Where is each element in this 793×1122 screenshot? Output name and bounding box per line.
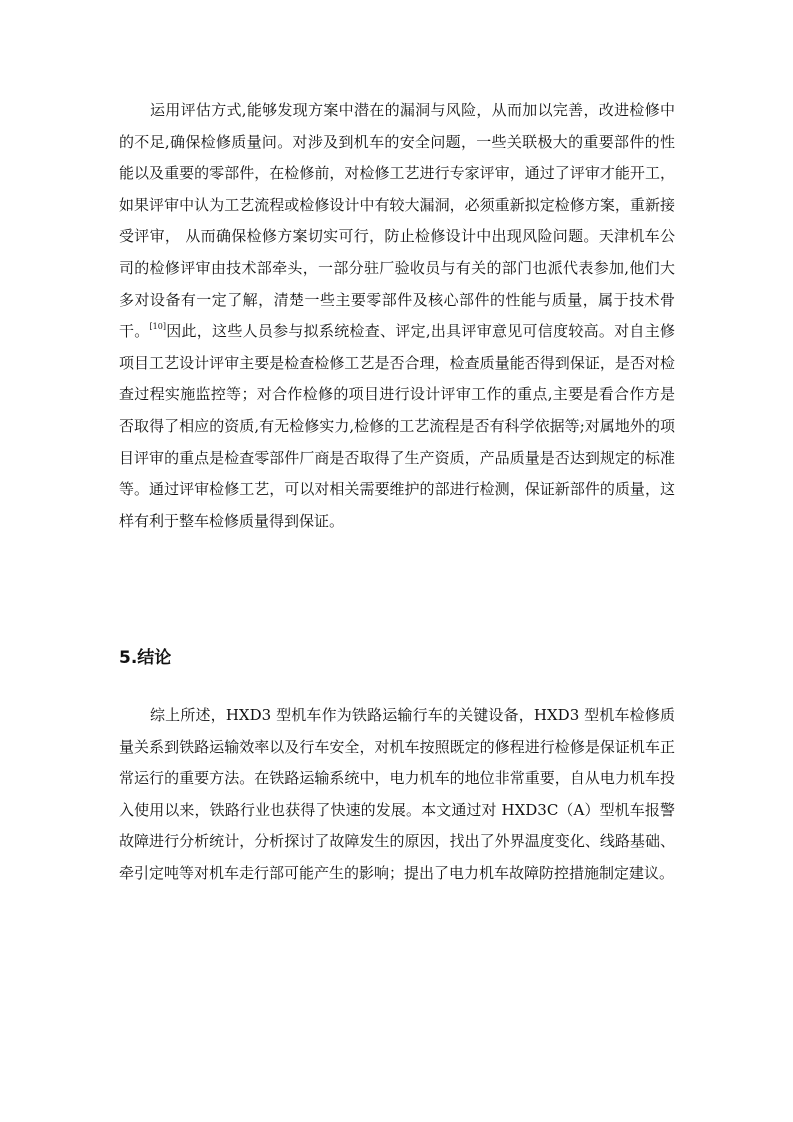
body-paragraph-2: 综上所述，HXD3 型机车作为铁路运输行车的关键设备，HXD3 型机车检修质量关系到铁路运输效率以及行车安全，对机车按照既定的修程进行检修是保证机车正常运行的重要方法。在铁路运输系统中，电力机车的地位非常重要，自从电力机车投入使用以来，铁路行业也获得了快速的发展。本文通过对 HXD3C（A）型机车报警故障进行分析统计，分析探讨了故障发生的原因，找出了外界温度变化、线路基础、牵引定吨等对机车走行部可能产生的影响；提出了电力机车故障防控措施制定建议。 — [119, 706, 675, 882]
citation-marker: [10] — [149, 322, 166, 332]
paragraph-1-text-a: 运用评估方式,能够发现方案中潜在的漏洞与风险，从而加以完善，改进检修中的不足,确保检修质量问。对涉及到机车的安全问题，一些关联极大的重要部件的性能以及重要的零部件，在检修前，对检修工艺进行专家评审，通过了评审才能开工，如果评审中认为工艺流程或检修设计中有较大漏洞，必须重新拟定检修方案，重新接受评审， 从而确保检修方案切实可行，防止检修设计中出现风险问题。天津机车公司的检修评审由技术部牵头，一部分驻厂验收员与有关的部门也派代表参加,他们大多对设备有一定了解，清楚一些主要零部件及核心部件的性能与质量，属于技术骨干。 — [119, 101, 675, 341]
body-paragraph-1 — [119, 95, 675, 537]
section-heading-conclusion: 5.结论 — [119, 648, 172, 668]
paragraph-1-text-b: 因此，这些人员参与拟系统检查、评定,出具评审意见可信度较高。对自主修项目工艺设计评审主要是检查检修工艺是否合理，检查质量能否得到保证，是否对检查过程实施监控等；对合作检修的项目进行设计评审工作的重点,主要是看合作方是否取得了相应的资质,有无检修实力,检修的工艺流程是否有科学依据等;对属地外的项目评审的重点是检查零部件厂商是否取得了生产资质，产品质量是否达到规定的标准等。通过评审检修工艺，可以对相关需要维护的部进行检测，保证新部件的质量，这样有利于整车检修质量得到保证。 — [119, 322, 675, 530]
